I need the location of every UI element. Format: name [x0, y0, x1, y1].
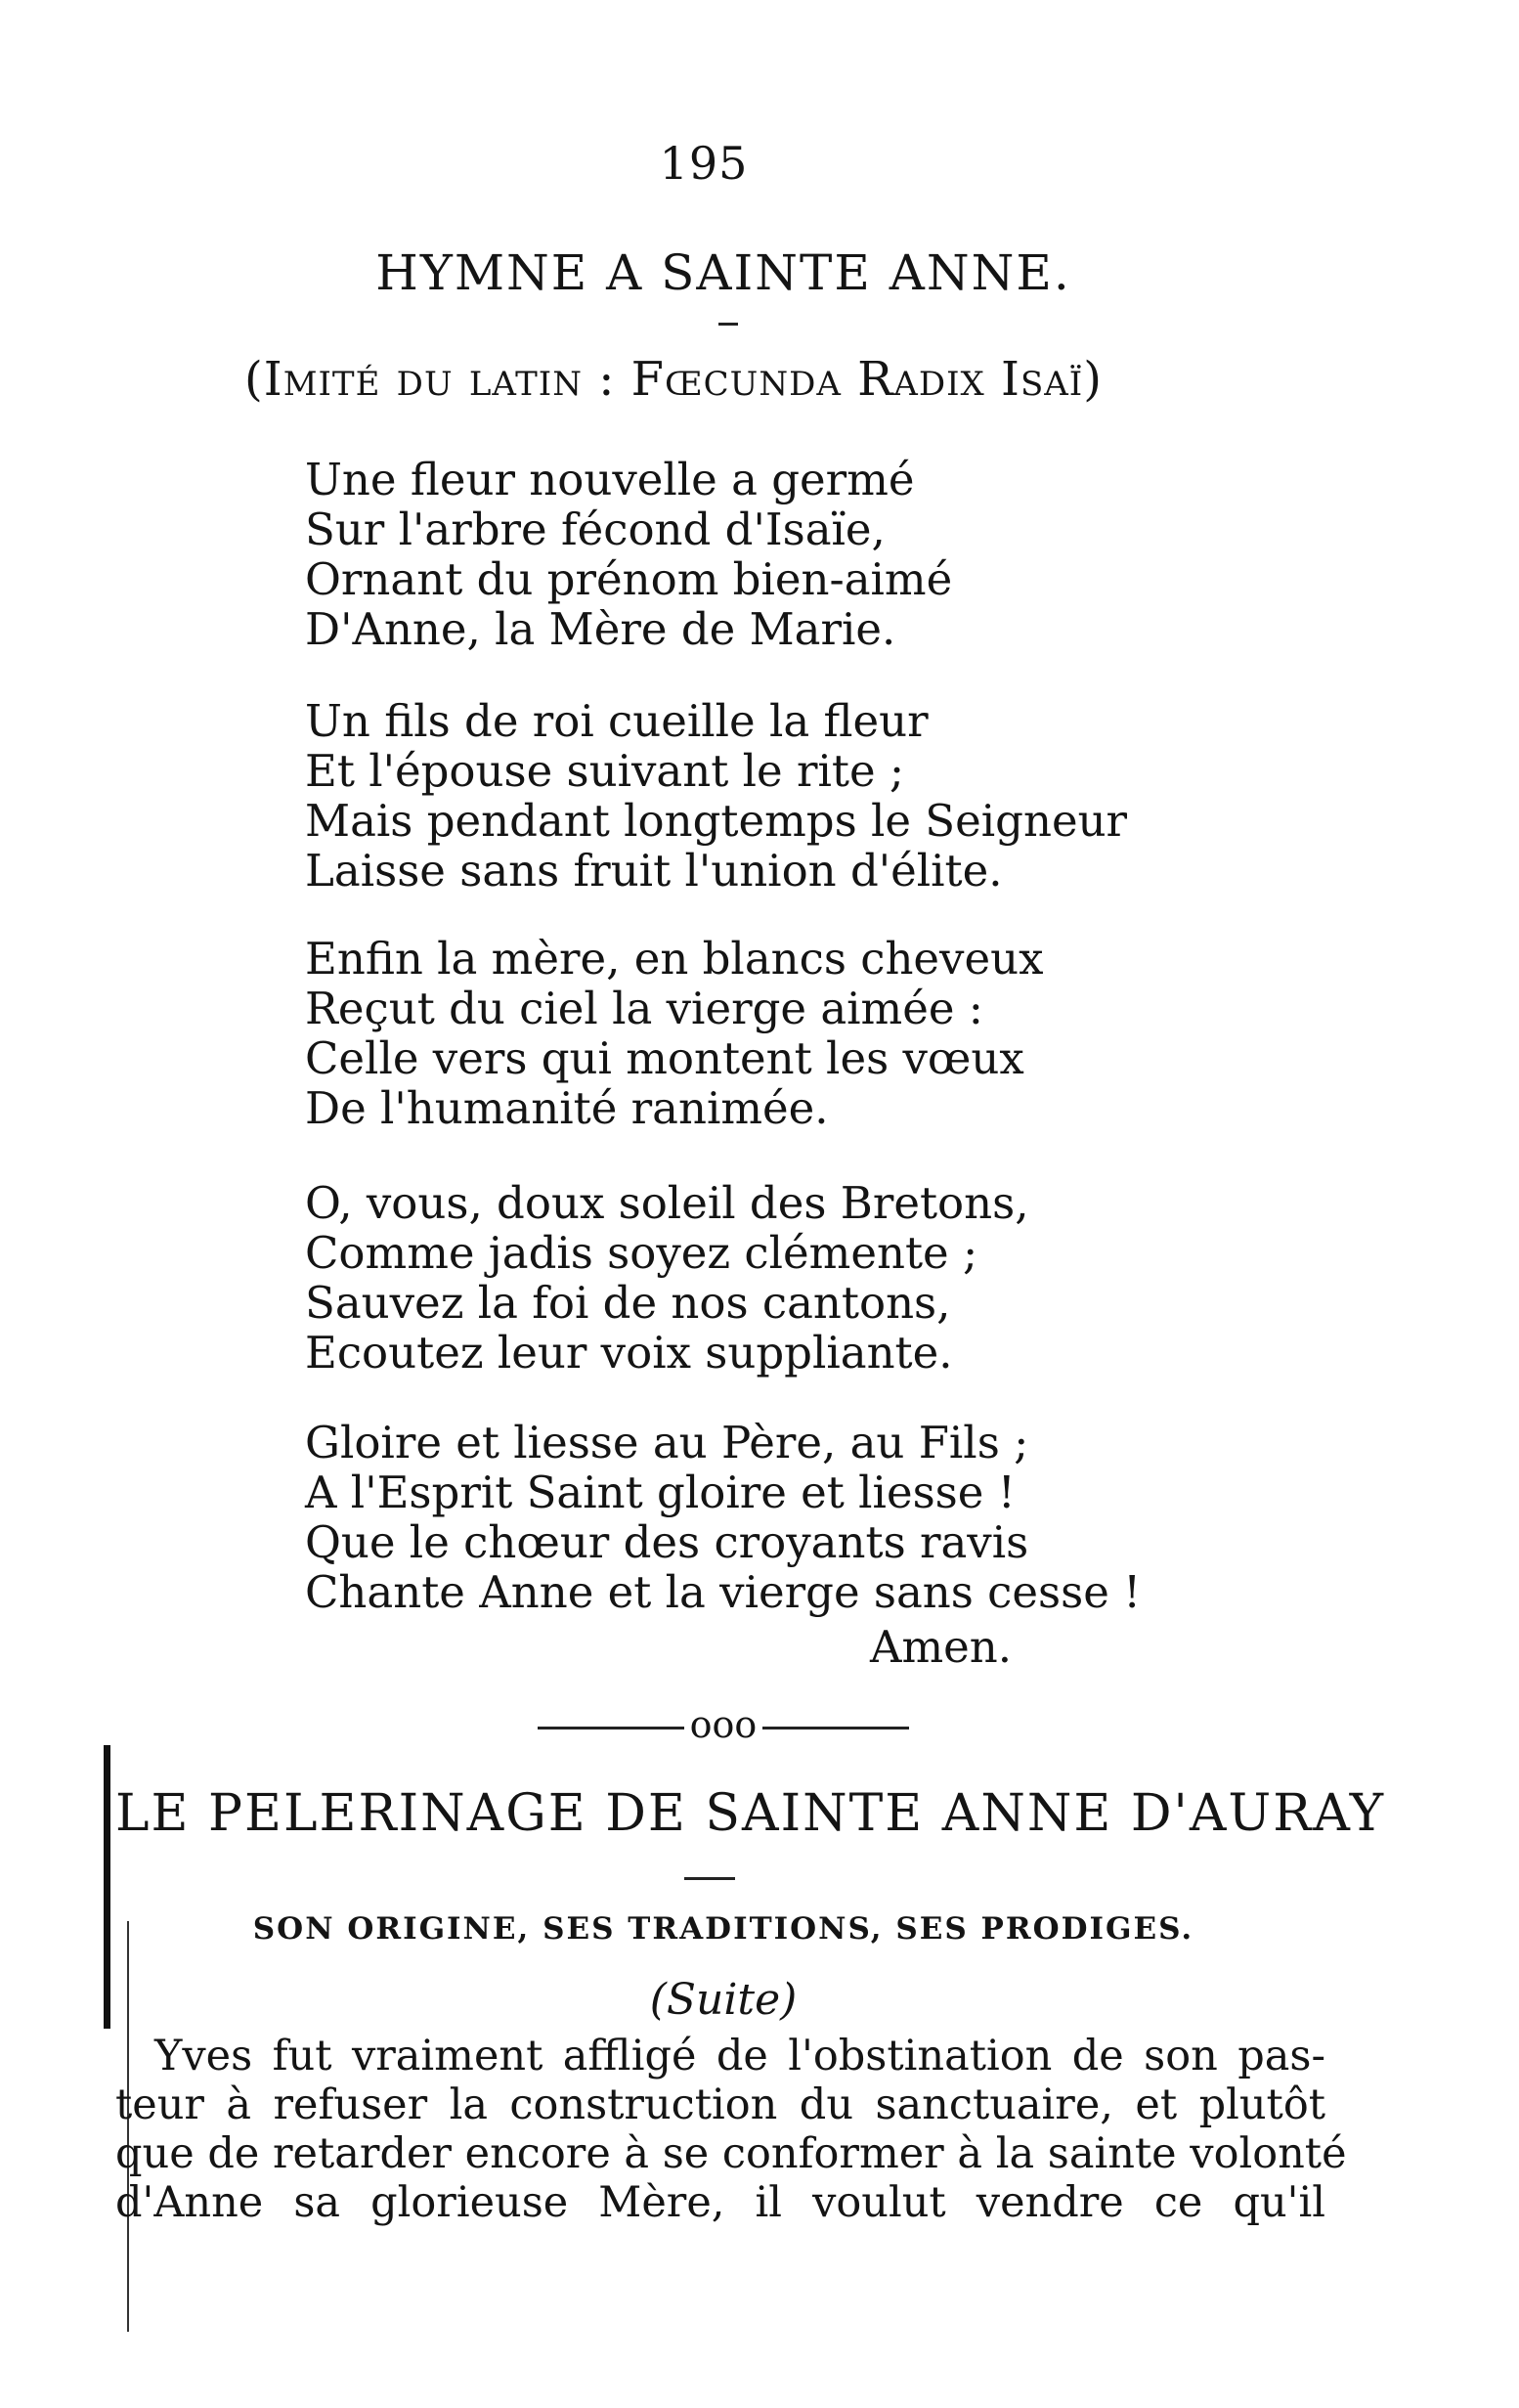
article-title-dash: [684, 1877, 735, 1880]
verse-line: Ecoutez leur voix suppliante.: [305, 1327, 953, 1379]
article-title: LE PELERINAGE DE SAINTE ANNE D'AURAY: [115, 1784, 1386, 1843]
verse-line: Laisse sans fruit l'union d'élite.: [305, 845, 1003, 897]
page-number: 195: [659, 137, 749, 190]
verse-line: Celle vers qui montent les vœux: [305, 1032, 1024, 1084]
article-body: [115, 2032, 1347, 2227]
verse-line: Chante Anne et la vierge sans cesse !: [305, 1566, 1142, 1618]
verse-line: Reçut du ciel la vierge aimée :: [305, 983, 983, 1034]
verse-line: Un fils de roi cueille la fleur: [305, 695, 929, 747]
section-separator: [0, 1703, 1447, 1746]
verse-line: O, vous, doux soleil des Bretons,: [305, 1177, 1029, 1229]
article-line: teur à refuser la construction du sanctuaire, et plutôt: [115, 2080, 1325, 2129]
hymn-stanza: [305, 696, 1127, 896]
separator-rule: [762, 1727, 909, 1729]
verse-line: Une fleur nouvelle a germé: [305, 454, 915, 505]
title-dash-divider: [718, 323, 738, 326]
hymn-stanza: [305, 1178, 1029, 1378]
verse-line: Et l'épouse suivant le rite ;: [305, 745, 905, 797]
verse-line: De l'humanité ranimée.: [305, 1082, 829, 1134]
hymn-amen: Amen.: [870, 1621, 1013, 1673]
article-subtitle: SON ORIGINE, SES TRADITIONS, SES PRODIGES.: [252, 1911, 1194, 1947]
verse-line: Que le chœur des croyants ravis: [305, 1516, 1029, 1568]
verse-line: A l'Esprit Saint gloire et liesse !: [305, 1467, 1016, 1518]
verse-line: Ornant du prénom bien-aimé: [305, 553, 953, 605]
verse-line: Comme jadis soyez clémente ;: [305, 1227, 978, 1279]
hymn-stanza: [305, 1418, 1141, 1617]
hymn-stanza: [305, 455, 952, 654]
verse-line: Enfin la mère, en blancs cheveux: [305, 933, 1044, 985]
article-line: d'Anne sa glorieuse Mère, il voulut vendre ce qu'il: [115, 2178, 1325, 2227]
article-line: que de retarder encore à se conformer à la sainte volonté: [115, 2129, 1347, 2178]
hymn-title: HYMNE A SAINTE ANNE.: [375, 244, 1071, 301]
verse-line: Gloire et liesse au Père, au Fils ;: [305, 1417, 1029, 1468]
separator-rule: [538, 1727, 684, 1729]
article-line: Yves fut vraiment affligé de l'obstination de son pas-: [154, 2032, 1325, 2080]
verse-line: Sauvez la foi de nos cantons,: [305, 1277, 951, 1329]
hymn-stanza: [305, 934, 1043, 1133]
verse-line: D'Anne, la Mère de Marie.: [305, 603, 896, 655]
verse-line: Sur l'arbre fécond d'Isaïe,: [305, 503, 886, 555]
hymn-subtitle: (Imité du latin : Fœcunda Radix Isaï): [244, 352, 1103, 407]
separator-ornament: ooo: [689, 1703, 758, 1746]
verse-line: Mais pendant longtemps le Seigneur: [305, 795, 1128, 847]
article-suite-label: (Suite): [649, 1975, 798, 2025]
